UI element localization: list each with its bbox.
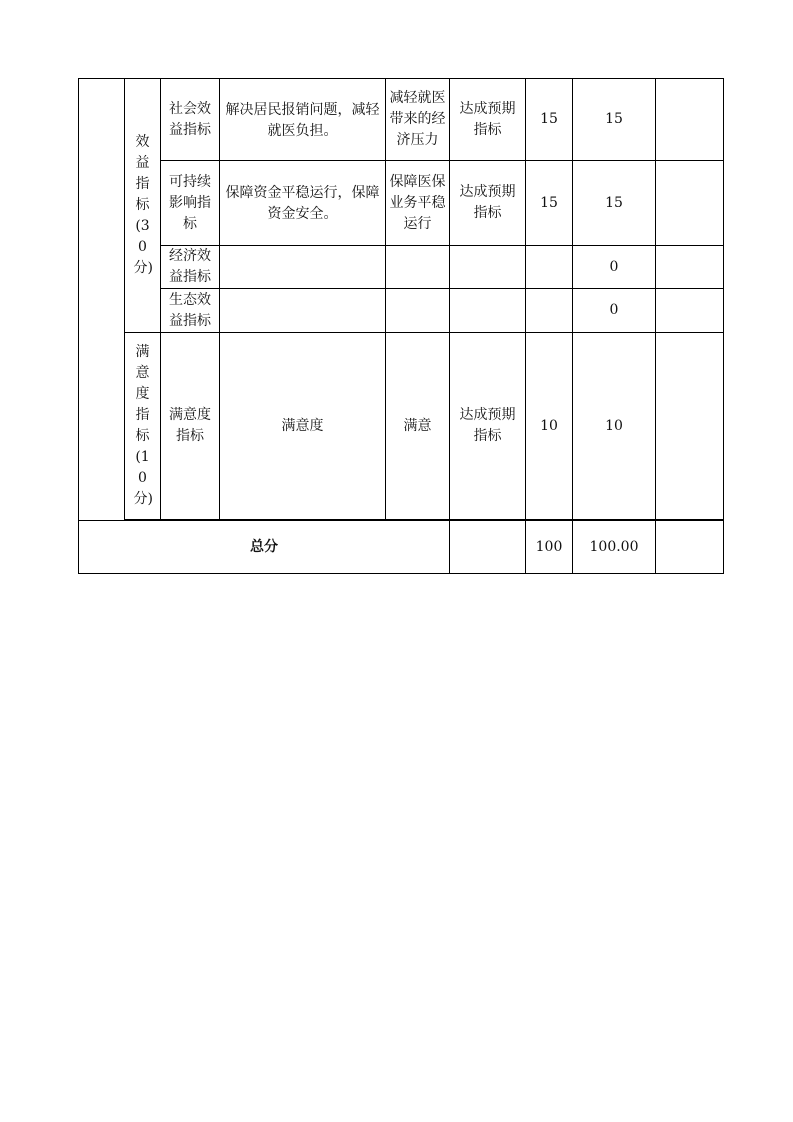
total-target	[450, 521, 526, 574]
remark-cell	[656, 79, 724, 161]
total-row	[79, 521, 724, 574]
target-value	[450, 246, 526, 289]
level2-indicator: 可持续影响指标	[161, 161, 220, 246]
score-value: 0	[573, 246, 656, 289]
total-remark	[656, 521, 724, 574]
level2-indicator: 生态效益指标	[161, 289, 220, 333]
remark-cell	[656, 246, 724, 289]
level1-indicator-cell	[79, 79, 125, 521]
target-value: 达成预期指标	[450, 161, 526, 246]
target-value: 达成预期指标	[450, 333, 526, 520]
remark-cell	[656, 289, 724, 333]
total-weight: 100	[526, 521, 573, 574]
score-value: 15	[573, 79, 656, 161]
indicator-content: 满意度	[220, 333, 386, 520]
indicator-value: 满意	[386, 333, 450, 520]
score-value: 0	[573, 289, 656, 333]
indicator-value	[386, 246, 450, 289]
total-score: 100.00	[573, 521, 656, 574]
target-value: 达成预期指标	[450, 79, 526, 161]
weight-value: 15	[526, 161, 573, 246]
satisfaction-group-label: 满意度指标(10分)	[125, 333, 161, 520]
table-row	[79, 79, 724, 161]
score-value: 10	[573, 333, 656, 520]
target-value	[450, 289, 526, 333]
score-value: 15	[573, 161, 656, 246]
indicator-value	[386, 289, 450, 333]
indicator-value: 减轻就医带来的经济压力	[386, 79, 450, 161]
level2-indicator: 满意度指标	[161, 333, 220, 520]
indicator-content	[220, 246, 386, 289]
indicator-content: 解决居民报销问题，减轻就医负担。	[220, 79, 386, 161]
remark-cell	[656, 161, 724, 246]
benefit-group-label: 效益指标(30分)	[125, 79, 161, 333]
weight-value: 15	[526, 79, 573, 161]
remark-cell	[656, 333, 724, 520]
weight-value	[526, 246, 573, 289]
table-row	[79, 333, 724, 520]
indicator-content: 保障资金平稳运行，保障资金安全。	[220, 161, 386, 246]
table-row	[79, 246, 724, 289]
level2-indicator: 经济效益指标	[161, 246, 220, 289]
weight-value: 10	[526, 333, 573, 520]
indicator-value: 保障医保业务平稳运行	[386, 161, 450, 246]
performance-evaluation-table	[78, 78, 724, 574]
table-row	[79, 161, 724, 246]
weight-value	[526, 289, 573, 333]
level2-indicator: 社会效益指标	[161, 79, 220, 161]
total-label: 总分	[79, 521, 450, 574]
indicator-content	[220, 289, 386, 333]
table-row	[79, 289, 724, 333]
